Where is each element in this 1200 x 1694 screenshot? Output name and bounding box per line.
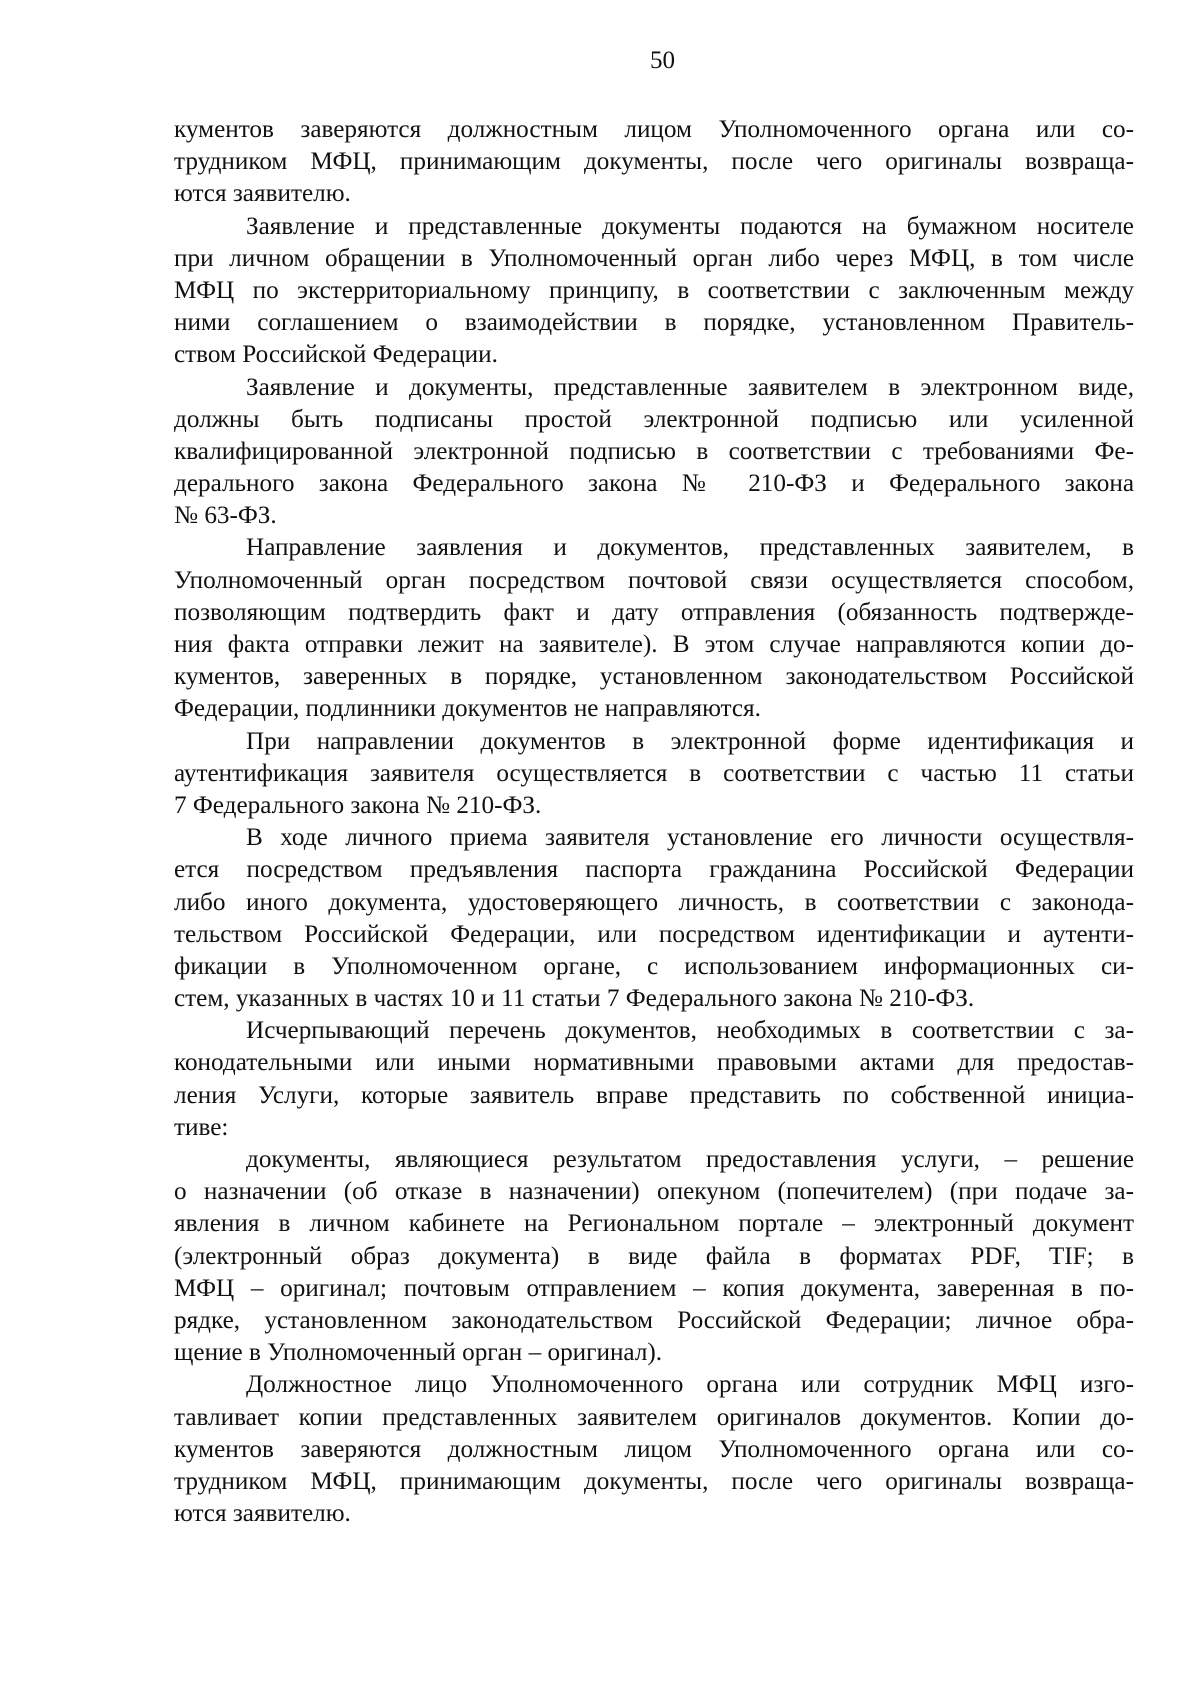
text-line: ления Услуги, которые заявитель вправе представить по собственной инициа- xyxy=(174,1081,1134,1109)
text-line: щение в Уполномоченный орган – оригинал). xyxy=(174,1339,663,1367)
text-line: (электронный образ документа) в виде файла в форматах PDF, TIF; в xyxy=(174,1242,1134,1270)
text-line: ством Российской Федерации. xyxy=(174,341,498,369)
paragraph xyxy=(174,822,1134,1015)
text-line: ется посредством предъявления паспорта гражданина Российской Федерации xyxy=(174,856,1134,884)
text-line: МФЦ по экстерриториальному принципу, в соответствии с заключенным между xyxy=(174,276,1134,304)
text-line: либо иного документа, удостоверяющего личность, в соответствии с законода- xyxy=(174,888,1134,916)
text-line: Заявление и представленные документы подаются на бумажном носителе xyxy=(246,212,1134,240)
text-line: ются заявителю. xyxy=(174,1500,351,1528)
text-line: дерального закона Федерального закона № 210-ФЗ и Федерального закона xyxy=(174,470,1134,498)
text-line: квалифицированной электронной подписью в соответствии с требованиями Фе- xyxy=(174,437,1134,465)
text-line: тиве: xyxy=(174,1113,229,1141)
text-line: При направлении документов в электронной форме идентификация и xyxy=(246,727,1134,755)
text-line: конодательными или иными нормативными правовыми актами для предостав- xyxy=(174,1049,1134,1077)
paragraph xyxy=(174,726,1134,823)
paragraph xyxy=(174,211,1134,372)
text-line: В ходе личного приема заявителя установление его личности осуществля- xyxy=(246,824,1134,852)
text-line: позволяющим подтвердить факт и дату отправления (обязанность подтвержде- xyxy=(174,598,1134,626)
text-line: трудником МФЦ, принимающим документы, после чего оригиналы возвраща- xyxy=(174,148,1134,176)
text-line: при личном обращении в Уполномоченный орган либо через МФЦ, в том числе xyxy=(174,244,1134,272)
text-line: ними соглашением о взаимодействии в порядке, установленном Правитель- xyxy=(174,309,1134,337)
text-line: Направление заявления и документов, представленных заявителем, в xyxy=(246,534,1134,562)
text-line: тавливает копии представленных заявителем оригиналов документов. Копии до- xyxy=(174,1403,1134,1431)
paragraph xyxy=(174,372,1134,533)
text-line: тельством Российской Федерации, или посредством идентификации и аутенти- xyxy=(174,920,1134,948)
text-line: фикации в Уполномоченном органе, с использованием информационных си- xyxy=(174,952,1134,980)
text-line: кументов, заверенных в порядке, установленном законодательством Российской xyxy=(174,663,1134,691)
text-line: ния факта отправки лежит на заявителе). В этом случае направляются копии до- xyxy=(174,631,1134,658)
paragraph xyxy=(174,532,1134,725)
text-line: № 63-ФЗ. xyxy=(174,502,277,530)
text-line: кументов заверяются должностным лицом Уполномоченного органа или со- xyxy=(174,116,1134,143)
text-line: Уполномоченный орган посредством почтовой связи осуществляется способом, xyxy=(174,566,1134,594)
text-line: ются заявителю. xyxy=(174,180,351,208)
text-line: явления в личном кабинете на Региональном портале – электронный документ xyxy=(174,1210,1134,1238)
paragraph xyxy=(174,1144,1134,1369)
text-line: документы, являющиеся результатом предоставления услуги, – решение xyxy=(246,1146,1134,1173)
paragraph xyxy=(174,1369,1134,1530)
paragraph xyxy=(174,114,1134,211)
text-line: рядке, установленном законодательством Российской Федерации; личное обра- xyxy=(174,1306,1134,1334)
page-number: 50 xyxy=(650,47,675,74)
text-line: стем, указанных в частях 10 и 11 статьи 7 Федерального закона № 210-ФЗ. xyxy=(174,985,975,1013)
text-line: Заявление и документы, представленные заявителем в электронном виде, xyxy=(246,373,1134,401)
text-line: 7 Федерального закона № 210-ФЗ. xyxy=(174,791,542,819)
text-line: о назначении (об отказе в назначении) опекуном (попечителем) (при подаче за- xyxy=(174,1178,1134,1206)
text-line: Федерации, подлинники документов не направляются. xyxy=(174,695,761,723)
paragraph xyxy=(174,1015,1134,1144)
text-line: кументов заверяются должностным лицом Уполномоченного органа или со- xyxy=(174,1435,1134,1463)
text-line: Должностное лицо Уполномоченного органа или сотрудник МФЦ изго- xyxy=(246,1371,1134,1399)
document-body xyxy=(174,114,1134,1530)
text-line: должны быть подписаны простой электронной подписью или усиленной xyxy=(174,405,1134,433)
text-line: МФЦ – оригинал; почтовым отправлением – копия документа, заверенная в по- xyxy=(174,1274,1134,1302)
text-line: трудником МФЦ, принимающим документы, после чего оригиналы возвраща- xyxy=(174,1467,1134,1495)
text-line: Исчерпывающий перечень документов, необходимых в соответствии с за- xyxy=(246,1017,1134,1045)
text-line: аутентификация заявителя осуществляется в соответствии с частью 11 статьи xyxy=(174,759,1134,787)
